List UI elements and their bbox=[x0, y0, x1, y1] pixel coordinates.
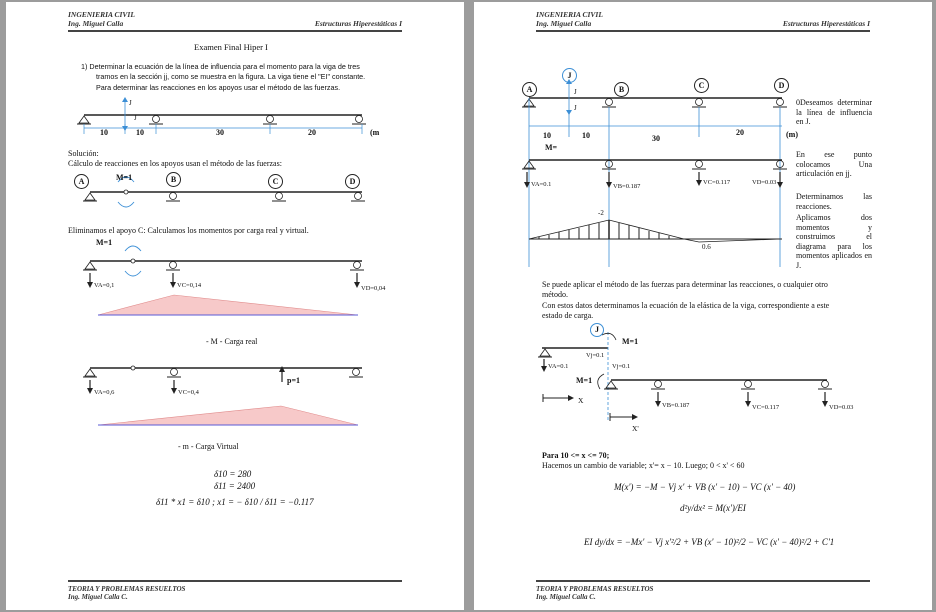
question-line-2: tramos en la sección jj, como se muestra en la figura. La viga tiene el "EI" constante. bbox=[96, 72, 366, 81]
fb-vc: VC=0.117 bbox=[752, 404, 780, 411]
footer-rule bbox=[68, 580, 402, 582]
para2-line1: Con estos datos determinamos la ecuación de la elástica de la viga, correspondiente a este bbox=[542, 301, 830, 310]
support-c: C bbox=[268, 174, 283, 189]
label-j-top: J bbox=[129, 99, 132, 107]
beam-virtual-load bbox=[83, 366, 363, 425]
left-diagrams bbox=[6, 2, 464, 610]
side-text-2: En ese punto colocamos Una articulación en jj. bbox=[796, 150, 872, 178]
beam-reactions-right bbox=[522, 160, 787, 188]
side-text-4: Aplicamos dos momentos y construimos el diagrama para los momentos aplicados en J. bbox=[796, 213, 872, 270]
fb-x: X bbox=[578, 396, 584, 405]
reaction-va-1: VA=0,1 bbox=[94, 282, 115, 289]
fb-section-j: J bbox=[590, 323, 604, 337]
eq-delta10: δ10 = 280 bbox=[214, 469, 252, 479]
r-react-vb: VB=0.187 bbox=[613, 183, 641, 190]
load-p1: p=1 bbox=[287, 376, 301, 385]
dim-4: 20 bbox=[308, 128, 316, 137]
fb-m1-b: M=1 bbox=[576, 376, 593, 385]
eq-moment: M(x') = −M − Vj x' + VB (x' − 10) − VC (x' − 40) bbox=[614, 482, 796, 492]
header-line2-right: Ing. Miguel Calla bbox=[536, 19, 592, 28]
footer-line1-right: TEORIA Y PROBLEMAS RESUELTOS bbox=[536, 585, 654, 593]
beam-real-load bbox=[83, 246, 364, 315]
r-dim-2: 10 bbox=[582, 131, 590, 140]
footer-line2: Ing. Miguel Calla C. bbox=[68, 593, 128, 601]
r-react-vc: VC=0.117 bbox=[703, 179, 731, 186]
r-support-b: B bbox=[614, 82, 629, 97]
diag-value-bottom: 0.6 bbox=[702, 243, 711, 251]
fb-vj-left: Vj=0.1 bbox=[586, 352, 605, 359]
fb-m1-a: M=1 bbox=[622, 337, 639, 346]
r-react-va: VA=0.1 bbox=[531, 181, 552, 188]
footer-line1: TEORIA Y PROBLEMAS RESUELTOS bbox=[68, 585, 186, 593]
r-dim-3: 30 bbox=[652, 134, 660, 143]
r-m-eq: M= bbox=[545, 143, 558, 152]
left-page bbox=[6, 2, 464, 610]
support-d: D bbox=[345, 174, 360, 189]
calc-text: Cálculo de reacciones en los apoyos usan el método de las fuerzas: bbox=[68, 159, 282, 168]
r-dim-4: 20 bbox=[736, 128, 744, 137]
footer-line2-right: Ing. Miguel Calla C. bbox=[536, 593, 596, 601]
fb-va: VA=0.1 bbox=[548, 363, 569, 370]
fb-xprime: X' bbox=[632, 424, 639, 433]
dim-3: 30 bbox=[216, 128, 224, 137]
exam-title: Examen Final Hiper I bbox=[194, 42, 268, 52]
r-label-j-top: J bbox=[574, 88, 577, 96]
para1-line2: método. bbox=[542, 290, 568, 299]
reaction-vc-1: VC=0,14 bbox=[177, 282, 202, 289]
moment-label-1: M=1 bbox=[116, 173, 133, 182]
header-line1: INGENIERIA CIVIL bbox=[68, 10, 135, 19]
range-text: Para 10 <= x <= 70; bbox=[542, 451, 610, 460]
r-label-j-bottom: J bbox=[574, 104, 577, 112]
r-section-j-circle: J bbox=[562, 68, 577, 83]
caption-real: - M - Carga real bbox=[206, 337, 258, 346]
para2-line2: estado de carga. bbox=[542, 311, 594, 320]
header-line2: Ing. Miguel Calla bbox=[68, 19, 124, 28]
eq-delta11: δ11 = 2400 bbox=[214, 481, 256, 491]
r-support-a: A bbox=[522, 82, 537, 97]
r-dim-unit: (m) bbox=[786, 130, 798, 139]
fb-vj-right: Vj=0.1 bbox=[612, 363, 631, 370]
caption-virtual: - m - Carga Virtual bbox=[178, 442, 239, 451]
dim-1: 10 bbox=[100, 128, 108, 137]
para1-line1: Se puede aplicar el método de las fuerzas para determinar las reacciones, o cualquier otro bbox=[542, 280, 828, 289]
eq-curvature: d²y/dx² = M(x')/EI bbox=[680, 503, 746, 513]
side-text-1: 0Deseamos determinar la línea de influencia en J. bbox=[796, 98, 872, 126]
reaction-vd-1: VD=0,04 bbox=[361, 285, 386, 292]
solucion: Solución: bbox=[68, 149, 99, 158]
r-dim-1: 10 bbox=[543, 131, 551, 140]
change-text: Hacemos un cambio de variable; x'= x − 10. Luego; 0 < x' < 60 bbox=[542, 461, 745, 470]
question-line-1: 1) Determinar la ecuación de la línea de influencia para el momento para la viga de tres bbox=[81, 62, 360, 71]
header-right: Estructuras Hiperestáticas I bbox=[314, 19, 402, 28]
header-line1-right: INGENIERIA CIVIL bbox=[536, 10, 603, 19]
side-text-3: Determinamos las reacciones. bbox=[796, 192, 872, 211]
dim-unit: (m bbox=[370, 128, 380, 137]
header-right-right: Estructuras Hiperestáticas I bbox=[782, 19, 870, 28]
footer-rule-right bbox=[536, 580, 870, 582]
r-support-d: D bbox=[774, 78, 789, 93]
label-j-bottom: J bbox=[134, 114, 137, 122]
question-line-3: Para determinar las reacciones en los apoyos usar el método de las fuerzas. bbox=[96, 83, 341, 92]
dim-2: 10 bbox=[136, 128, 144, 137]
support-b: B bbox=[166, 172, 181, 187]
r-react-vd: VD=0.03 bbox=[752, 179, 777, 186]
support-a: A bbox=[74, 174, 89, 189]
elim-text: Eliminamos el apoyo C: Calculamos los momentos por carga real y virtual. bbox=[68, 226, 309, 235]
diag-value-top: -2 bbox=[598, 209, 604, 217]
moment-diagram-right bbox=[529, 220, 782, 242]
eq-x1: δ11 * x1 = δ10 ; x1 = − δ10 / δ11 = −0.117 bbox=[156, 497, 314, 507]
eq-slope: EI dy/dx = −Mx' − Vj x'²/2 + VB (x' − 10)²/2 − VC (x' − 40)²/2 + C'1 bbox=[584, 537, 835, 547]
reaction-va-2: VA=0,6 bbox=[94, 389, 115, 396]
r-support-c: C bbox=[694, 78, 709, 93]
reaction-vc-2: VC=0,4 bbox=[178, 389, 199, 396]
fb-vb: VB=0.187 bbox=[662, 402, 690, 409]
fb-vd: VD=0.03 bbox=[829, 404, 854, 411]
moment-label-2: M=1 bbox=[96, 238, 113, 247]
right-page bbox=[474, 2, 932, 610]
